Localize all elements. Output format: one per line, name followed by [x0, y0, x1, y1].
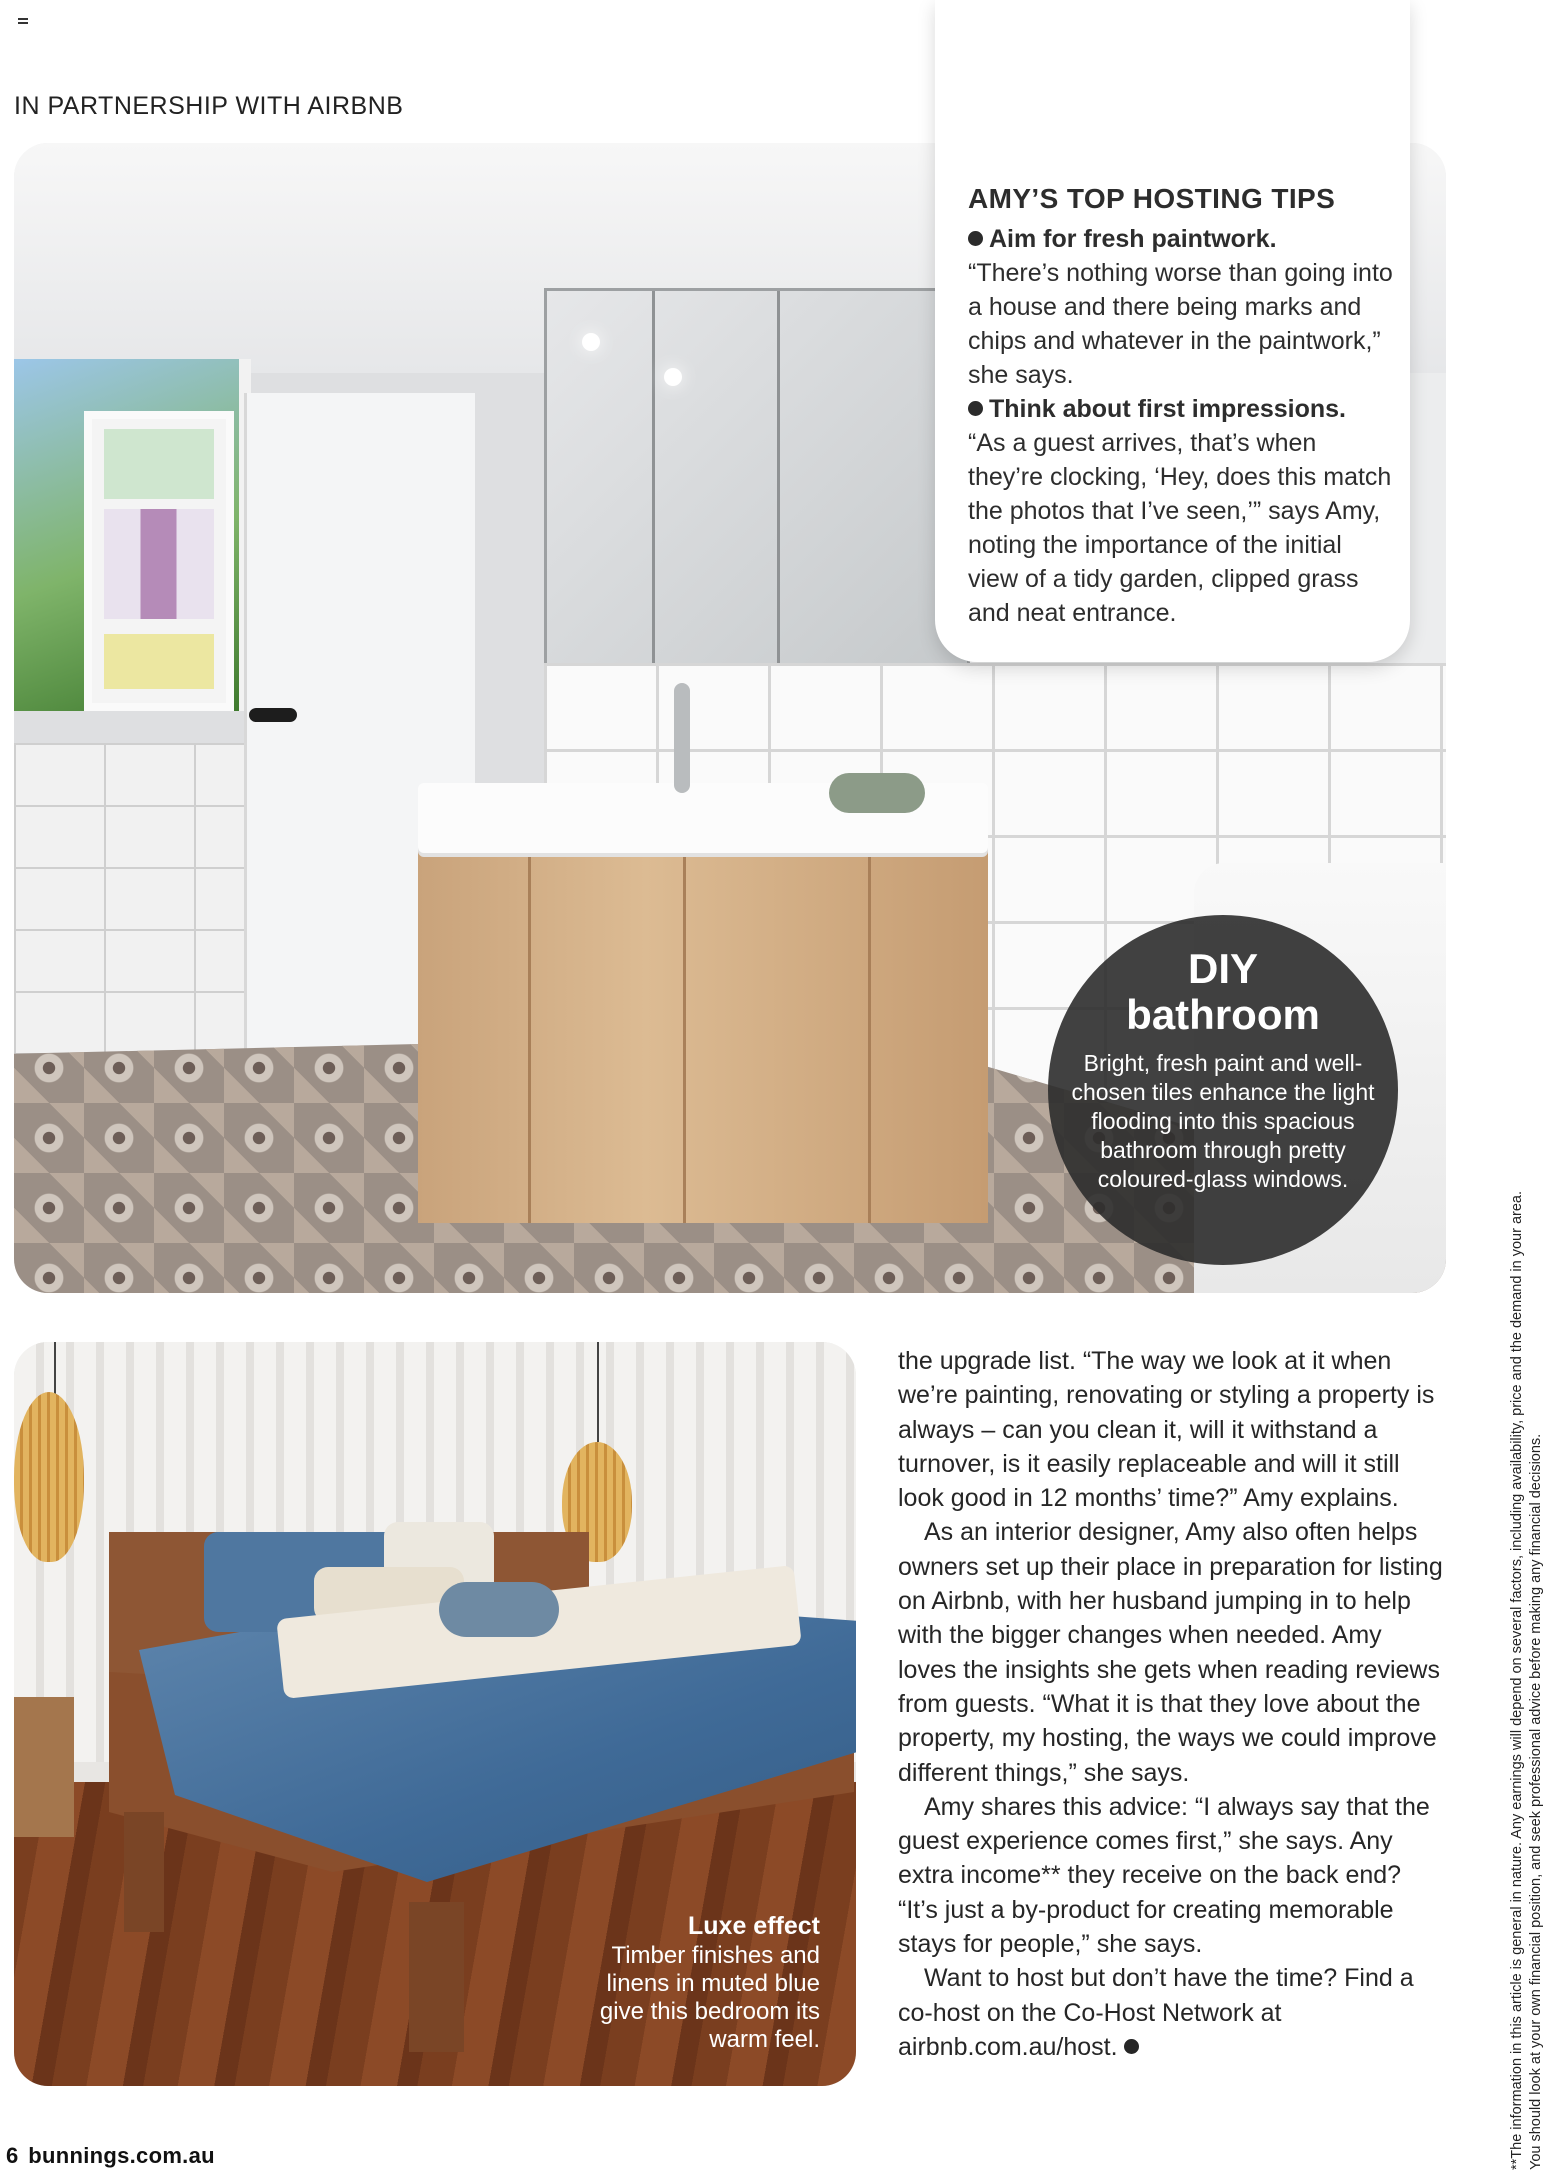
- bed-leg: [124, 1812, 164, 1932]
- callout-text: Bright, fresh paint and well-chosen tiles enhance the light flooding into this spacious bathroom through pretty coloured-glass windows.: [1071, 1050, 1375, 1192]
- callout-title: DIY: [1187, 945, 1258, 992]
- partnership-label: IN PARTNERSHIP WITH AIRBNB: [14, 92, 404, 120]
- end-mark-icon: [1124, 2039, 1139, 2054]
- closing-text: Want to host but don’t have the time? Find a co-host on the Co-Host Network at airbnb.com.au/host.: [898, 1964, 1414, 2061]
- vanity-seam: [528, 843, 531, 1223]
- tap: [674, 683, 690, 793]
- rolled-towel: [829, 773, 925, 813]
- rolled-towel: [439, 1582, 559, 1637]
- vanity-seam: [683, 843, 686, 1223]
- tip-heading: Aim for fresh paintwork.: [989, 225, 1277, 253]
- ceiling-light: [664, 368, 682, 386]
- tips-title: AMY’S TOP HOSTING TIPS: [968, 183, 1336, 214]
- tip-heading: Think about first impressions.: [989, 395, 1346, 423]
- yellow-glass-pane: [104, 634, 214, 689]
- callout-title: bathroom: [1126, 991, 1320, 1038]
- tips-body: [968, 222, 1398, 630]
- coloured-glass-window: [84, 411, 234, 711]
- diy-bathroom-callout: [1048, 915, 1398, 1265]
- article-body: [898, 1344, 1443, 2064]
- corner-mark: [18, 18, 28, 24]
- bullet-icon: [968, 231, 983, 246]
- website-link[interactable]: bunnings.com.au: [28, 2143, 215, 2168]
- tip-text: “There’s nothing worse than going into a house and there being marks and chips and whatever in the paintwork,” she says.: [968, 259, 1393, 389]
- tip-text: “As a guest arrives, that’s when they’re clocking, ‘Hey, does this match the photos that I’ve seen,’” says Amy, noting the importance of the initial view of a tidy garden, clipped grass and neat entrance.: [968, 429, 1392, 627]
- bullet-icon: [968, 401, 983, 416]
- pendant-cord: [597, 1342, 599, 1442]
- pendant-light: [14, 1392, 84, 1562]
- bed-leg: [409, 1902, 464, 2052]
- paragraph: Amy shares this advice: “I always say that the guest experience comes first,” she says. Any extra income** they receive on the back end? “It’s just a by-product for creating memorable stays for people,” she says.: [898, 1792, 1430, 1959]
- purple-glass-pane: [104, 509, 214, 619]
- ceiling-light: [582, 333, 600, 351]
- photo-caption-text: Timber finishes and linens in muted blue give this bedroom its warm feel.: [599, 1942, 820, 2053]
- vanity-seam: [868, 843, 871, 1223]
- green-glass-pane: [104, 429, 214, 499]
- timber-stool: [14, 1697, 74, 1837]
- page-number: 6: [6, 2143, 19, 2168]
- photo-caption-heading: Luxe effect: [688, 1912, 820, 1940]
- paragraph: the upgrade list. “The way we look at it when we’re painting, renovating or styling a property is always – can you clean it, will it withstand a turnover, is it easily replaceable and will it still look good in 12 months’ time?” Amy explains.: [898, 1347, 1435, 1513]
- paragraph: As an interior designer, Amy also often helps owners set up their place in preparation for listing on Airbnb, with her husband jumping in to help with the bigger changes when needed. Amy loves the insights she gets when reading reviews from guests. “What it is that they love about the property, my hosting, the ways we could improve different things,” she says.: [898, 1518, 1443, 1787]
- timber-vanity: [418, 843, 988, 1223]
- page-footer: [6, 2143, 215, 2169]
- bedroom-photo: [14, 1342, 856, 2086]
- door-handle: [249, 708, 297, 722]
- tip-item: [968, 222, 1398, 392]
- disclaimer: **The information in this article is general in nature. Any earnings will depend on several factors, including availability, price and the demand in your area. You should look at your own financial position, and seek professional advice before making any financial decisions.: [1509, 1190, 1544, 2170]
- paragraph: [898, 1961, 1443, 2064]
- tip-item: [968, 392, 1398, 630]
